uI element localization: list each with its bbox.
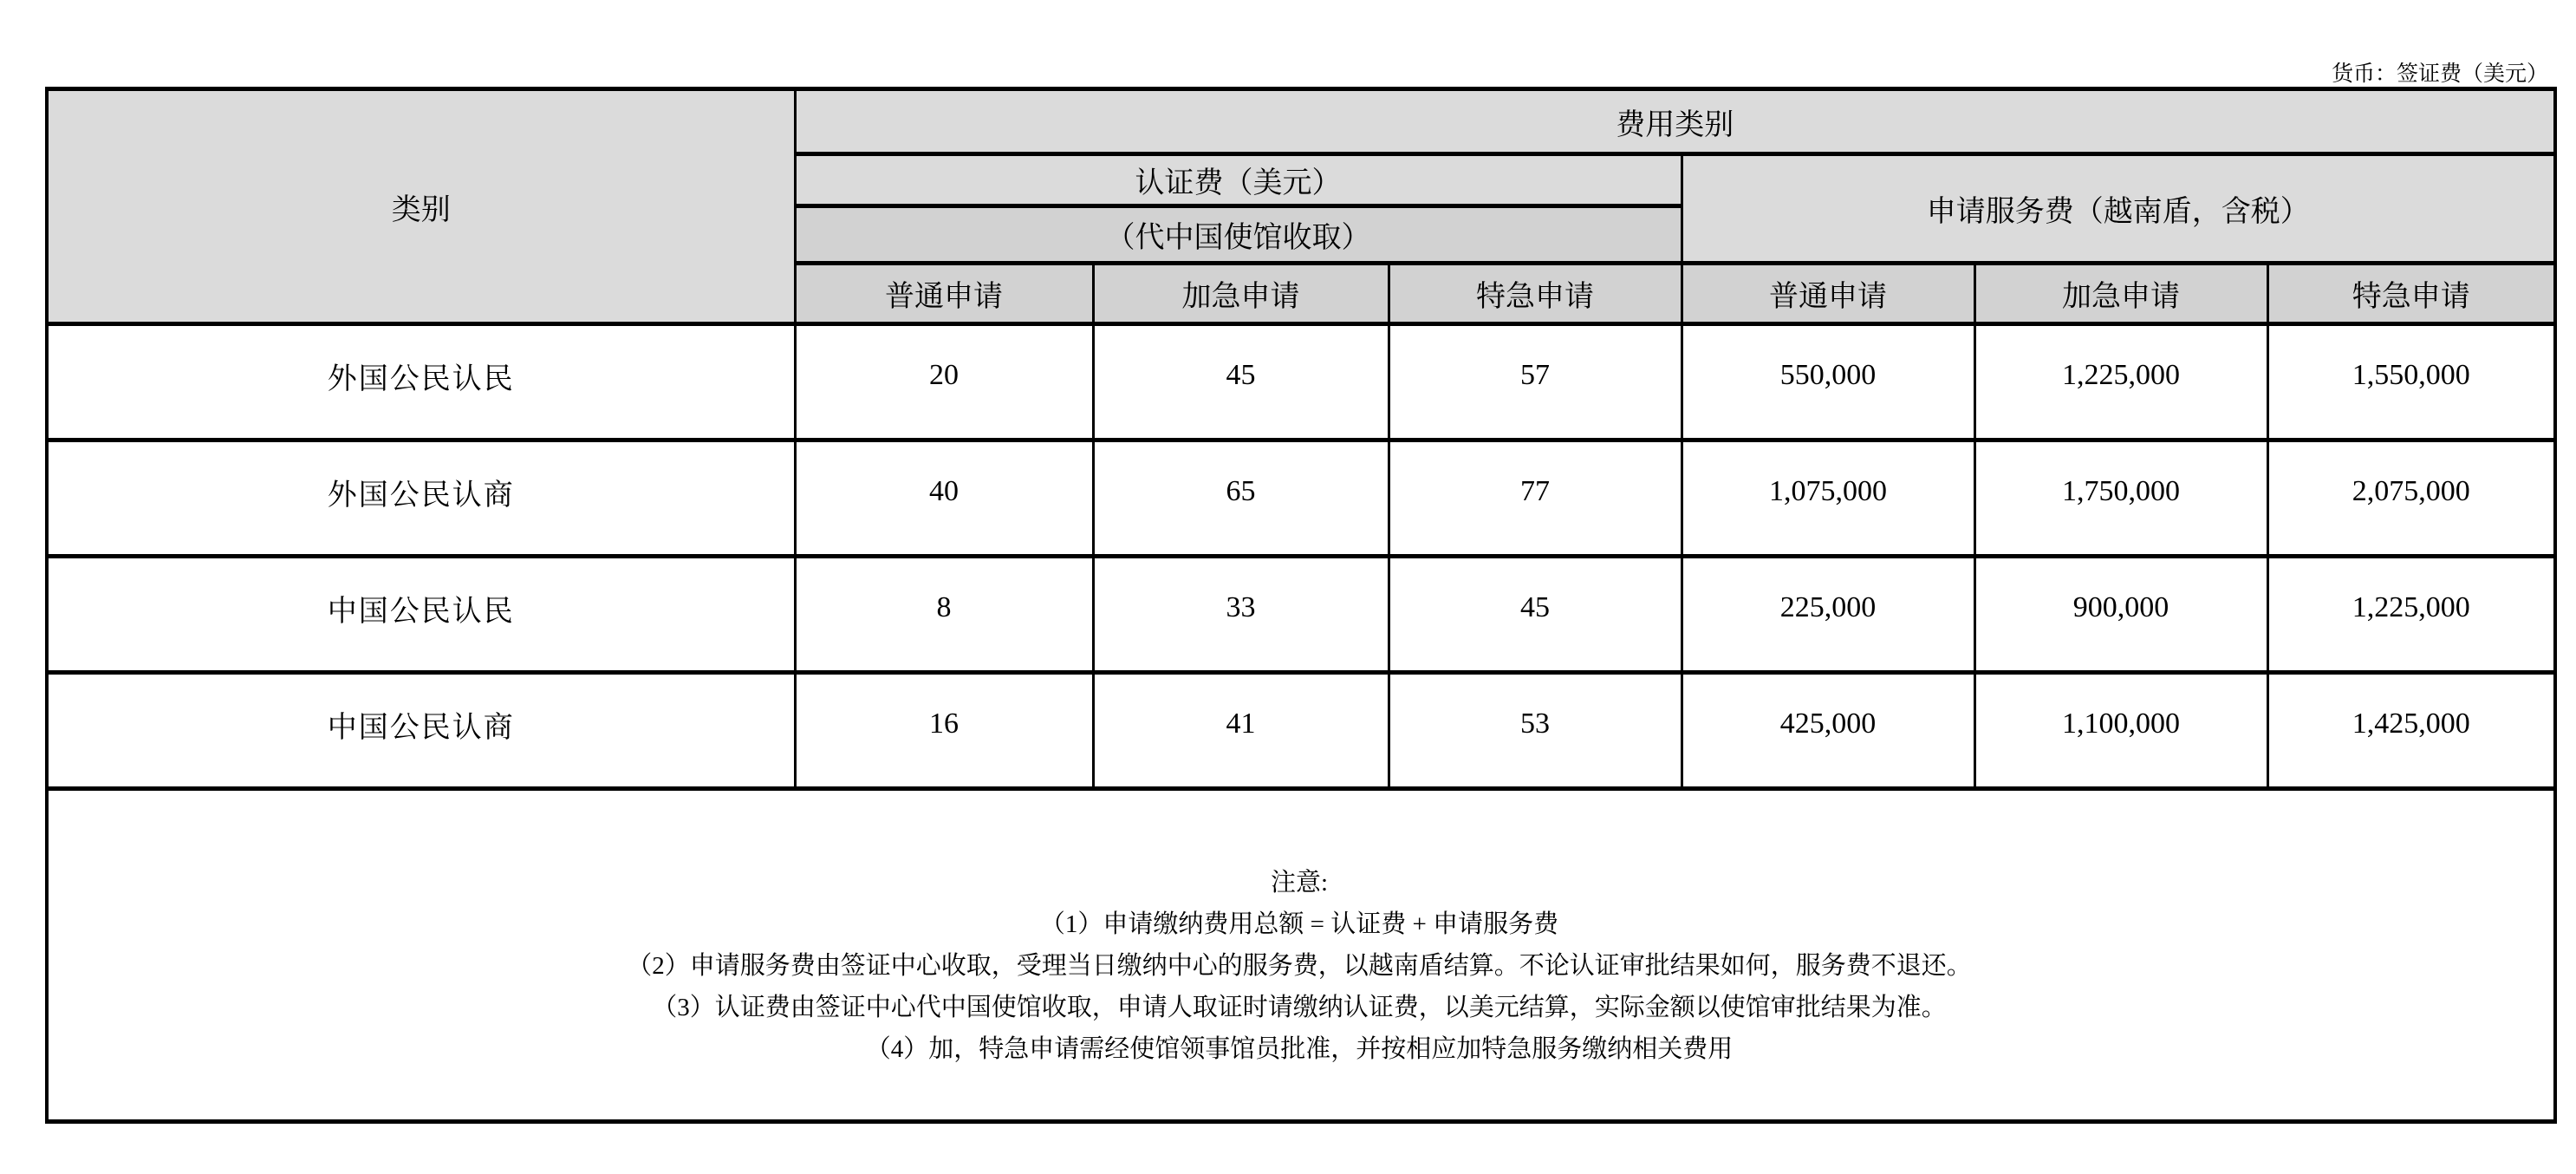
note-item-1: （1）申请缴纳费用总额 = 认证费 + 申请服务费 <box>1039 910 1559 938</box>
service-normal-fee: 425,000 <box>1682 673 1974 789</box>
header-row-fee-category <box>47 89 2555 154</box>
note-item-3: （3）认证费由签证中心代中国使馆收取，申请人取证时请缴纳认证费，以美元结算，实际金额以使馆审批结果为准。 <box>652 993 1947 1021</box>
header-cert-fee-subtitle: （代中国使馆收取） <box>795 206 1682 264</box>
cert-express-fee: 45 <box>1389 557 1682 673</box>
header-service-express: 特急申请 <box>2267 264 2555 324</box>
service-normal-fee: 1,075,000 <box>1682 440 1974 557</box>
service-urgent-fee: 1,100,000 <box>1974 673 2267 789</box>
service-urgent-fee: 900,000 <box>1974 557 2267 673</box>
header-cert-express: 特急申请 <box>1389 264 1682 324</box>
row-category: 外国公民认商 <box>47 440 795 557</box>
cert-urgent-fee: 45 <box>1093 324 1389 440</box>
cert-normal-fee: 40 <box>795 440 1093 557</box>
row-category: 中国公民认商 <box>47 673 795 789</box>
service-express-fee: 1,550,000 <box>2267 324 2555 440</box>
notes-title: 注意: <box>1270 868 1329 897</box>
cert-urgent-fee: 65 <box>1093 440 1389 557</box>
service-express-fee: 1,225,000 <box>2267 557 2555 673</box>
table-row-chinese-commercial <box>47 673 2555 789</box>
header-service-fee: 申请服务费（越南盾，含税） <box>1682 154 2555 264</box>
cert-urgent-fee: 41 <box>1093 673 1389 789</box>
fee-table <box>45 87 2557 1124</box>
notes-row <box>47 789 2555 1122</box>
service-normal-fee: 550,000 <box>1682 324 1974 440</box>
note-item-2: （2）申请服务费由签证中心收取，受理当日缴纳中心的服务费，以越南盾结算。不论认证审批结果如何，服务费不退还。 <box>627 951 1972 980</box>
currency-note-line1: 货币：签证费（美元） <box>2331 62 2548 86</box>
cert-normal-fee: 20 <box>795 324 1093 440</box>
service-urgent-fee: 1,225,000 <box>1974 324 2267 440</box>
cert-urgent-fee: 33 <box>1093 557 1389 673</box>
cert-express-fee: 57 <box>1389 324 1682 440</box>
row-category: 中国公民认民 <box>47 557 795 673</box>
notes-cell <box>47 789 2555 1122</box>
service-express-fee: 1,425,000 <box>2267 673 2555 789</box>
table-row-chinese-civil <box>47 557 2555 673</box>
row-category: 外国公民认民 <box>47 324 795 440</box>
service-normal-fee: 225,000 <box>1682 557 1974 673</box>
note-item-4: （4）加，特急申请需经使馆领事馆员批准，并按相应加特急服务缴纳相关费用 <box>865 1034 1734 1063</box>
header-category: 类别 <box>47 89 795 324</box>
header-cert-urgent: 加急申请 <box>1093 264 1389 324</box>
service-urgent-fee: 1,750,000 <box>1974 440 2267 557</box>
header-service-normal: 普通申请 <box>1682 264 1974 324</box>
service-express-fee: 2,075,000 <box>2267 440 2555 557</box>
table-row-foreign-civil <box>47 324 2555 440</box>
header-service-urgent: 加急申请 <box>1974 264 2267 324</box>
table-row-foreign-commercial <box>47 440 2555 557</box>
header-fee-category: 费用类别 <box>795 89 2555 154</box>
cert-normal-fee: 8 <box>795 557 1093 673</box>
cert-express-fee: 77 <box>1389 440 1682 557</box>
cert-express-fee: 53 <box>1389 673 1682 789</box>
cert-normal-fee: 16 <box>795 673 1093 789</box>
header-cert-fee: 认证费（美元） <box>795 154 1682 206</box>
header-cert-normal: 普通申请 <box>795 264 1093 324</box>
